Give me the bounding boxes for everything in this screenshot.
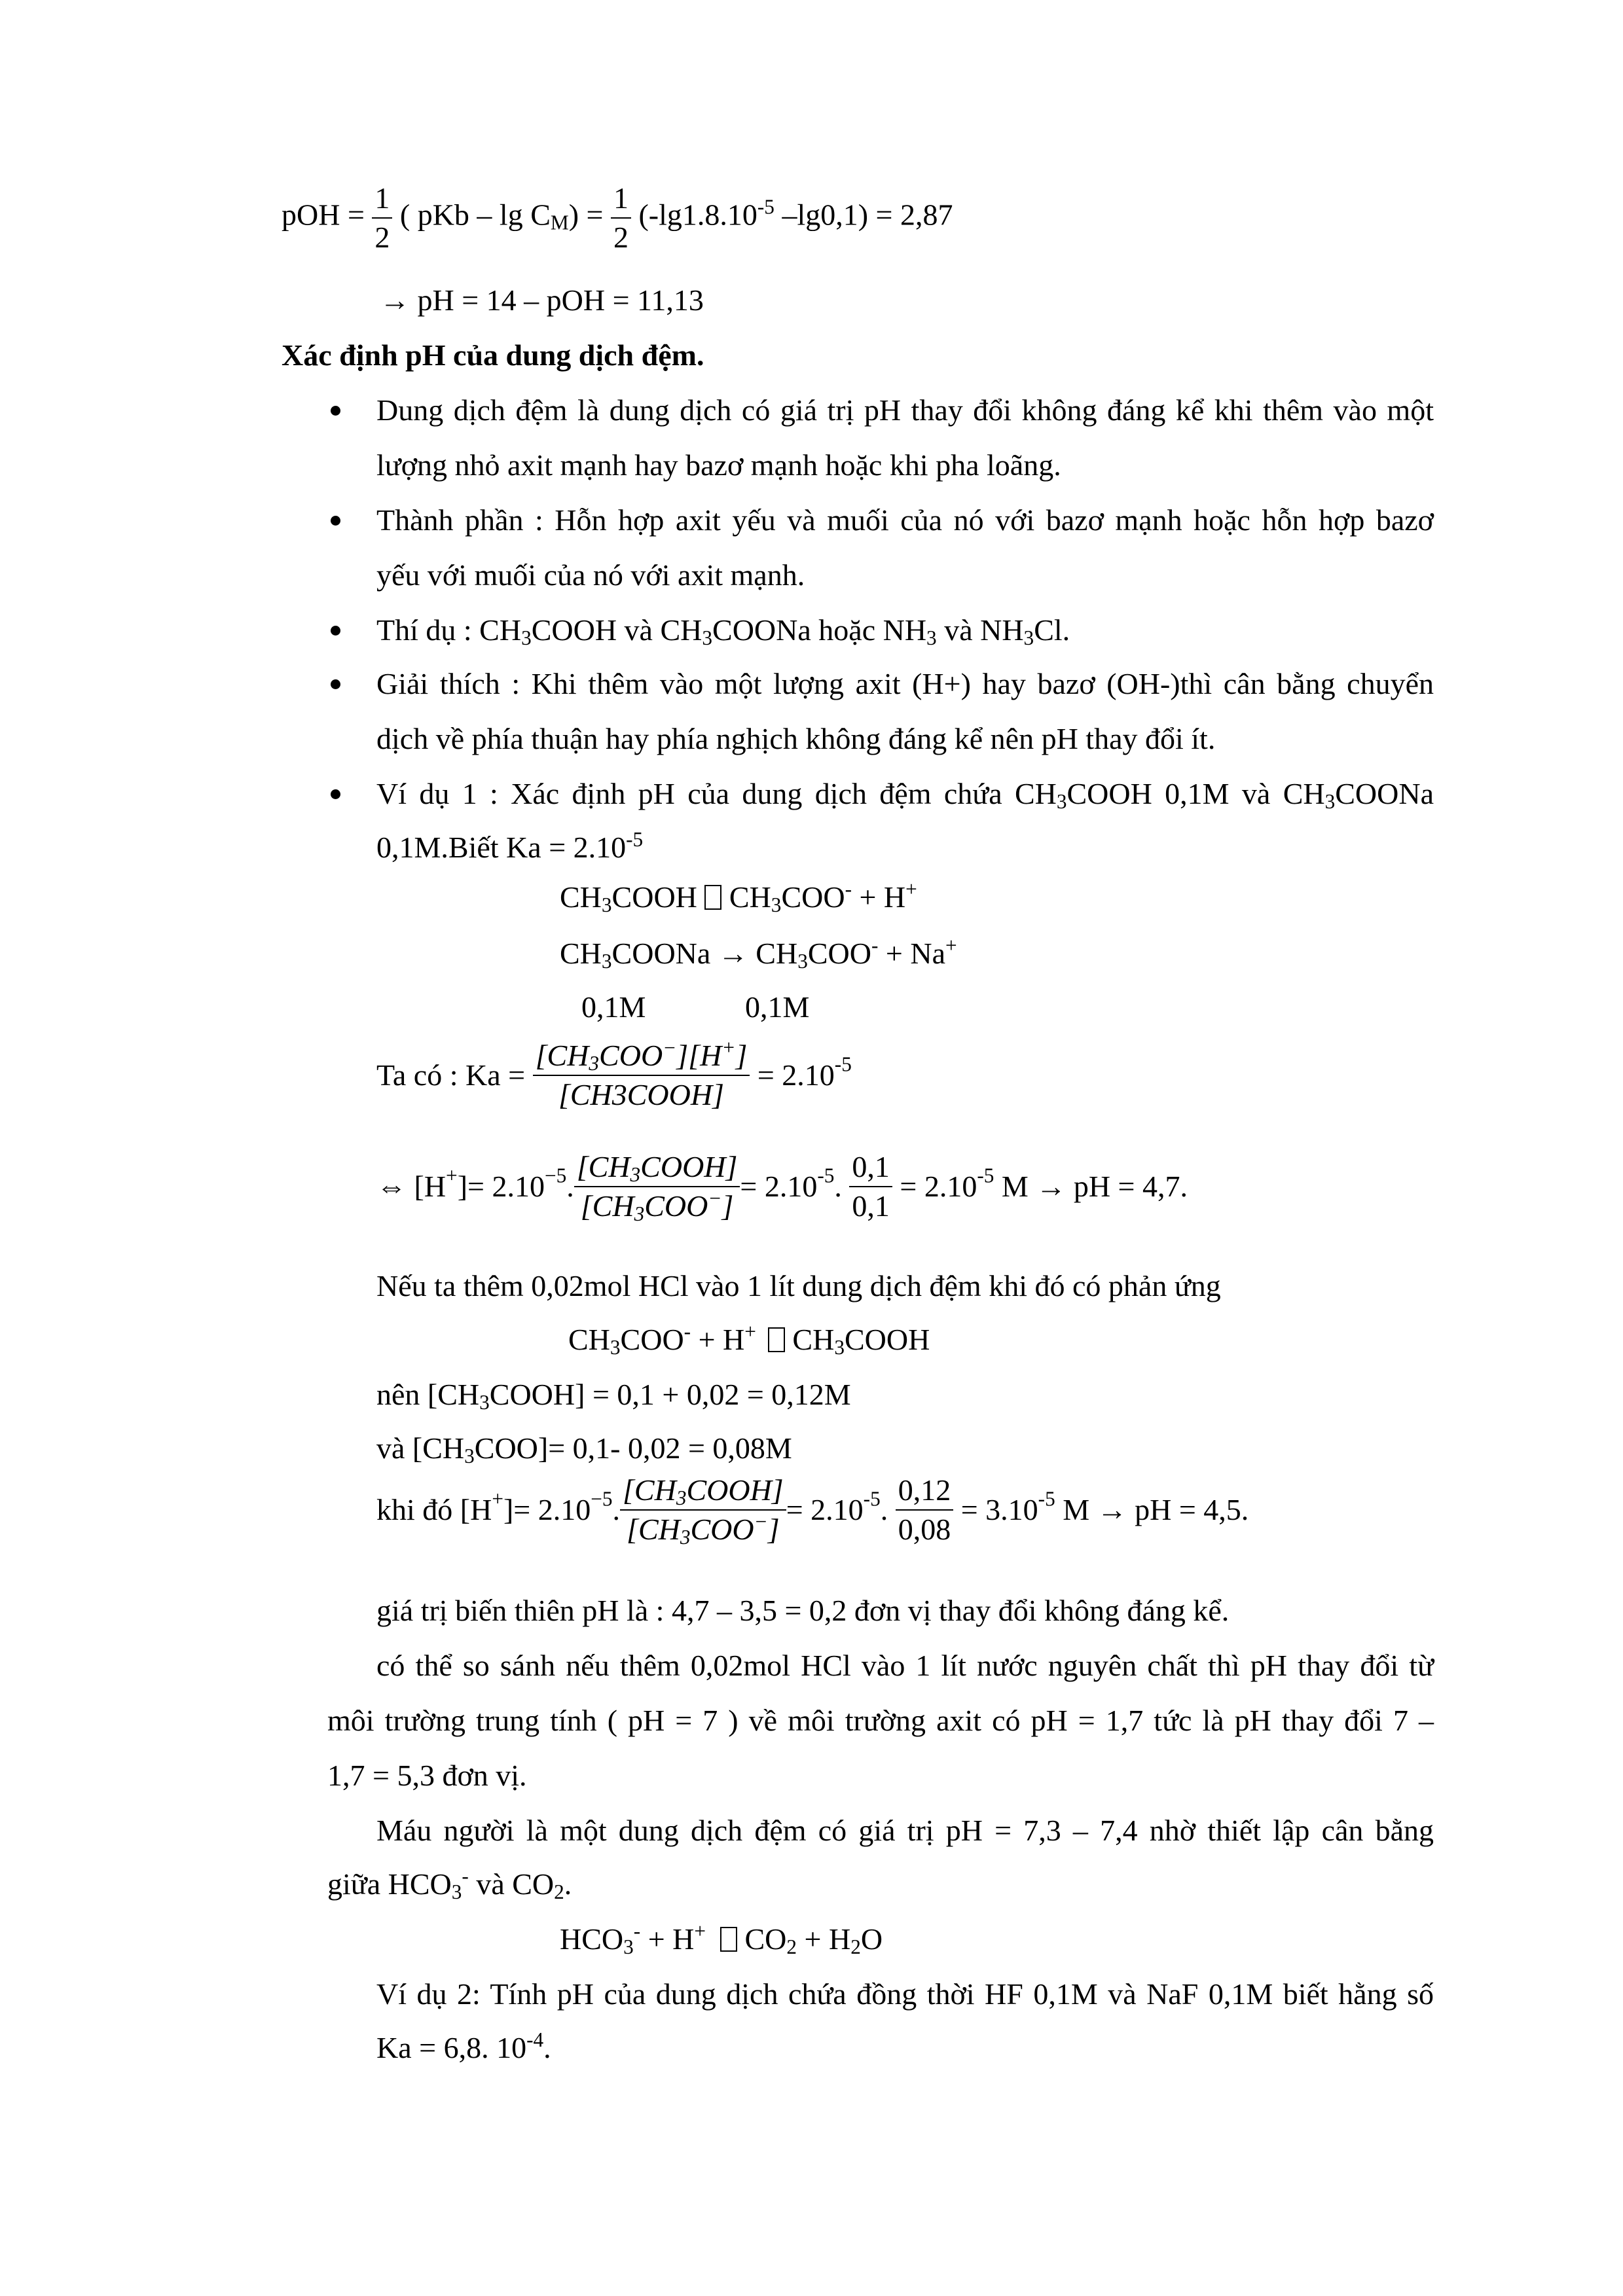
- text: O: [860, 1922, 883, 1956]
- superscript: +: [905, 877, 917, 901]
- dissociation-equation-2: [560, 933, 957, 973]
- superscript: +: [446, 1164, 458, 1187]
- text: CH: [547, 1039, 589, 1072]
- subscript: 3: [1023, 626, 1034, 649]
- text: COONa: [1335, 777, 1434, 810]
- section-heading: Xác định pH của dung dịch đệm.: [282, 338, 704, 372]
- text: + Na: [878, 937, 945, 970]
- subscript: 3: [479, 1390, 490, 1414]
- text: COOH: [844, 1323, 930, 1356]
- reaction-equation-3: [568, 1319, 930, 1359]
- concentration-ratio-fraction: [620, 1473, 786, 1549]
- ph-line: → pH = 14 – pOH = 11,13: [380, 283, 704, 317]
- text: Ví dụ 1 : Xác định pH của dung dịch đệm chứa CH: [376, 777, 1057, 810]
- fraction-num: 0,1: [852, 1150, 890, 1183]
- text: CH: [721, 880, 771, 914]
- text: = 2.10: [757, 1058, 835, 1092]
- superscript: -: [633, 1919, 641, 1943]
- subscript: 3: [521, 626, 532, 649]
- text: + H: [851, 880, 906, 914]
- bullet-dot: [331, 626, 340, 636]
- subscript: 3: [1056, 789, 1067, 813]
- blood-line-1: Máu người là một dung dịch đệm có giá trị pH = 7,3 – 7,4 nhờ thiết lập cân bằng: [376, 1814, 1434, 1847]
- text: .: [564, 1867, 572, 1901]
- text: CH: [784, 1323, 835, 1356]
- fraction-num: 1: [374, 181, 390, 215]
- superscript: -5: [1038, 1487, 1055, 1511]
- superscript: -5: [834, 1052, 852, 1076]
- text: ]= 2.10: [503, 1493, 591, 1526]
- text: và NH: [936, 613, 1024, 647]
- bullet-dot: [331, 406, 340, 416]
- ka-expression: [376, 1035, 852, 1111]
- text: Thí dụ : CH: [376, 613, 522, 647]
- text: ]= 2.10: [457, 1170, 545, 1203]
- superscript: +: [492, 1487, 503, 1511]
- subscript: 3: [623, 1935, 634, 1958]
- subscript: 2: [850, 1935, 861, 1958]
- bullet-5-line-1: [376, 777, 1434, 813]
- text: H: [700, 1039, 722, 1072]
- superscript: +: [694, 1919, 706, 1943]
- text: + H: [640, 1922, 695, 1956]
- subscript: 3: [630, 1162, 641, 1186]
- bullet-4-line-1: Giải thích : Khi thêm vào một lượng axit (H+) hay bazơ (OH-)thì cân bằng chuyển: [376, 667, 1434, 700]
- text: M → pH = 4,5.: [1055, 1493, 1249, 1526]
- text: CH: [592, 1189, 634, 1223]
- text: ⇔ [H: [376, 1170, 447, 1203]
- text: + H: [797, 1922, 851, 1956]
- superscript: +: [721, 1035, 736, 1059]
- fraction-half: [372, 183, 392, 253]
- compare-line-2: môi trường trung tính ( pH = 7 ) về môi trường axit có pH = 1,7 tức là pH thay đổi 7 –: [327, 1704, 1434, 1737]
- subscript: 3: [601, 893, 612, 916]
- dot: .: [566, 1170, 574, 1203]
- subscript: 3: [797, 949, 808, 973]
- superscript: −: [663, 1035, 677, 1059]
- superscript: -5: [977, 1164, 994, 1187]
- text: = 2.10: [740, 1170, 818, 1203]
- h-calculation-2: [376, 1473, 1249, 1549]
- bien-thien-line: giá trị biến thiên pH là : 4,7 – 3,5 = 0,2 đơn vị thay đổi không đáng kể.: [376, 1594, 1230, 1627]
- subscript: 3: [676, 1486, 687, 1509]
- fraction-den: [CH3COOH]: [533, 1075, 750, 1110]
- text: và [CH: [376, 1431, 465, 1465]
- text: = 3.10: [960, 1493, 1038, 1526]
- poh-rhs-sup: -5: [757, 195, 775, 219]
- subscript: 3: [610, 1335, 621, 1359]
- h-calculation-1: [376, 1150, 1188, 1225]
- bullet-2-line-2: yếu với muối của nó với axit mạnh.: [376, 558, 805, 592]
- example-2-line-1: Ví dụ 2: Tính pH của dung dịch chứa đồng thời HF 0,1M và NaF 0,1M biết hằng số: [376, 1977, 1434, 2011]
- equilibrium-arrow-icon: [720, 1927, 737, 1952]
- subscript: 3: [834, 1335, 845, 1359]
- text: Ka = 6,8. 10: [376, 2031, 527, 2064]
- compare-line-1: có thể so sánh nếu thêm 0,02mol HCl vào 1 lít nước nguyên chất thì pH thay đổi từ: [376, 1649, 1434, 1682]
- fraction-den: 2: [372, 217, 392, 253]
- bullet-4-line-2: dịch về phía thuận hay phía nghịch không đáng kể nên pH thay đổi ít.: [376, 722, 1216, 755]
- superscript: -4: [526, 2028, 544, 2051]
- superscript: −5: [591, 1487, 613, 1511]
- superscript: -5: [626, 827, 644, 851]
- text: Cl.: [1034, 613, 1070, 647]
- subscript: 3: [1324, 789, 1336, 813]
- text: COONa hoặc NH: [712, 613, 927, 647]
- text: nên [CH: [376, 1378, 480, 1411]
- bullet-1-line-1: Dung dịch đệm là dung dịch có giá trị pH thay đổi không đáng kể khi thêm vào một: [376, 393, 1434, 427]
- poh-mid: ( pKb – lg C: [399, 198, 551, 232]
- concentration-ratio-fraction: [574, 1150, 740, 1225]
- subscript: 3: [680, 1525, 691, 1549]
- text: COOH 0,1M và CH: [1067, 777, 1325, 810]
- text: COOH: [686, 1473, 772, 1507]
- superscript: -: [871, 933, 879, 957]
- text: HCO: [560, 1922, 624, 1956]
- subscript: 3: [926, 626, 937, 649]
- value-fraction: [896, 1475, 954, 1545]
- text: COO: [599, 1039, 663, 1072]
- subscript: 3: [702, 626, 713, 649]
- fraction-den: 2: [611, 217, 631, 253]
- line-nen: [376, 1378, 851, 1414]
- text: 0,1M.Biết Ka = 2.10: [376, 831, 627, 864]
- fraction-half-2: [611, 183, 631, 253]
- bullet-dot: [331, 516, 340, 526]
- fraction-num: 0,12: [898, 1473, 951, 1507]
- text: M → pH = 4,7.: [994, 1170, 1188, 1203]
- text: CH: [634, 1473, 676, 1507]
- bullet-3-line: [376, 613, 1070, 649]
- text: và CO: [468, 1867, 555, 1901]
- poh-equation: [282, 183, 953, 253]
- superscript: -5: [863, 1487, 881, 1511]
- dot: .: [612, 1493, 620, 1526]
- text: khi đó [H: [376, 1493, 492, 1526]
- subscript: 3: [771, 893, 782, 916]
- bullet-dot: [331, 789, 340, 799]
- fraction-den: 0,08: [896, 1509, 954, 1545]
- text: COO: [644, 1189, 708, 1223]
- fraction-num: 1: [613, 181, 629, 215]
- bullet-5-line-2: [376, 827, 644, 864]
- superscript: −: [708, 1186, 722, 1210]
- text: CH: [638, 1513, 680, 1546]
- text: COOH: [640, 1150, 726, 1183]
- text: = 2.10: [900, 1170, 977, 1203]
- compare-line-3: 1,7 = 5,3 đơn vị.: [327, 1759, 527, 1792]
- ka-fraction: [533, 1035, 750, 1111]
- bullet-1-line-2: lượng nhỏ axit mạnh hay bazơ mạnh hoặc khi pha loãng.: [376, 448, 1061, 482]
- text: CH: [568, 1323, 610, 1356]
- poh-lhs: pOH =: [282, 198, 365, 232]
- equilibrium-equation-1: [560, 877, 917, 916]
- dot: .: [880, 1493, 888, 1526]
- example-2-line-2: [376, 2028, 551, 2064]
- concentration-1: 0,1M: [581, 990, 646, 1024]
- bullet-2-line-1: Thành phần : Hỗn hợp axit yếu và muối của nó với bazơ mạnh hoặc hỗn hợp bazơ: [376, 503, 1434, 537]
- subscript: 3: [451, 1880, 462, 1903]
- superscript: -5: [817, 1164, 835, 1187]
- subscript: 2: [554, 1880, 564, 1903]
- bicarbonate-equation: [560, 1919, 883, 1958]
- concentration-2: 0,1M: [745, 990, 810, 1024]
- text: COOH và CH: [531, 613, 702, 647]
- fraction-num: $[CH_3COOH]$: [623, 1473, 784, 1509]
- equilibrium-arrow-icon: [704, 885, 721, 910]
- fraction-den: 0,1: [849, 1186, 892, 1221]
- text: .: [543, 2031, 551, 2064]
- equilibrium-arrow-icon: [768, 1327, 785, 1352]
- text: COOH: [611, 880, 705, 914]
- superscript: -: [684, 1319, 691, 1343]
- text: + H: [691, 1323, 745, 1356]
- superscript: -: [845, 877, 852, 901]
- subscript: 3: [589, 1051, 600, 1075]
- fraction-num: $[CH_3COO^-][H^+]$: [535, 1035, 748, 1075]
- poh-mid-end: ) =: [568, 198, 604, 232]
- value-fraction: [849, 1152, 892, 1221]
- text: CH: [588, 1150, 630, 1183]
- superscript: -: [462, 1864, 469, 1888]
- poh-mid-sub: M: [550, 211, 569, 234]
- superscript: +: [945, 933, 957, 957]
- subscript: 3: [601, 949, 612, 973]
- superscript: +: [744, 1319, 756, 1343]
- bullet-dot: [331, 679, 340, 689]
- subscript: 2: [786, 1935, 797, 1958]
- text: COO: [781, 880, 845, 914]
- add-hcl-line: Nếu ta thêm 0,02mol HCl vào 1 lít dung dịch đệm khi đó có phản ứng: [376, 1269, 1221, 1302]
- blood-line-2: [327, 1864, 572, 1903]
- text: CO: [737, 1922, 787, 1956]
- superscript: −5: [544, 1164, 567, 1187]
- text: = 2.10: [786, 1493, 864, 1526]
- text: COO: [807, 937, 871, 970]
- superscript: −: [754, 1509, 768, 1533]
- fraction-den: $[CH_3COO^-]$: [620, 1509, 786, 1545]
- text: Ta có : Ka =: [376, 1058, 526, 1092]
- text: COO: [620, 1323, 684, 1356]
- text: COO: [690, 1513, 754, 1546]
- text: COOH] = 0,1 + 0,02 = 0,12M: [489, 1378, 851, 1411]
- fraction-den: $[CH_3COO^-]$: [574, 1186, 740, 1221]
- text: COONa → CH: [611, 937, 798, 970]
- text: CH3COOH: [570, 1078, 713, 1111]
- text: CH: [560, 880, 602, 914]
- text: CH: [560, 937, 602, 970]
- line-va: [376, 1431, 792, 1467]
- poh-rhs-a: (-lg1.8.10: [638, 198, 757, 232]
- subscript: 3: [464, 1444, 475, 1467]
- fraction-num: $[CH_3COOH]$: [576, 1150, 738, 1186]
- dot: .: [834, 1170, 842, 1203]
- subscript: 3: [634, 1202, 645, 1225]
- poh-rhs-b: –lg0,1) = 2,87: [774, 198, 953, 232]
- text: COO]= 0,1- 0,02 = 0,08M: [474, 1431, 792, 1465]
- text: giữa HCO: [327, 1867, 452, 1901]
